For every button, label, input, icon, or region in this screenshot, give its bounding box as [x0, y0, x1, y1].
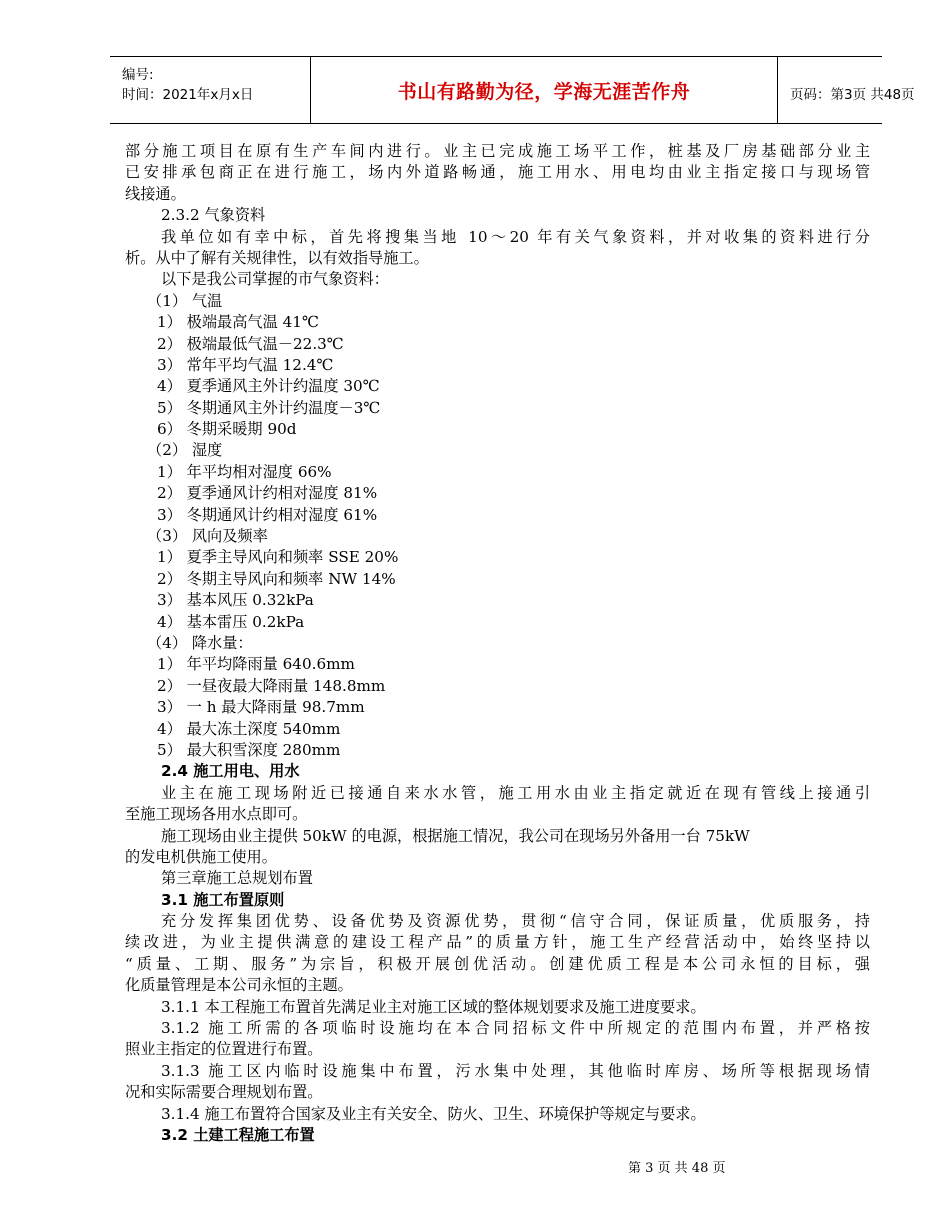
- header-meta-cell: [110, 57, 311, 123]
- list-item: 2） 冬期主导风向和频率 NW 14%: [157, 569, 396, 588]
- list-item: 5） 最大积雪深度 280mm: [157, 740, 341, 759]
- document-body: [125, 141, 870, 1146]
- section-heading-text: 2.4 施工用电、用水: [161, 762, 300, 781]
- list-heading: （2） 湿度: [147, 441, 223, 460]
- body-line: 线接通。: [125, 184, 186, 203]
- body-line: 况和实际需要合理规划布置。: [125, 1083, 323, 1102]
- body-line: 以下是我公司掌握的市气象资料：: [161, 270, 389, 289]
- body-line: 我单位如有幸中标，首先将搜集当地 10～20 年有关气象资料，并对收集的资料进行分: [161, 227, 870, 246]
- section-heading: [125, 890, 870, 911]
- document-time-label: 时间：2021年x月x日: [122, 87, 254, 103]
- body-line: 3.1.4 施工布置符合国家及业主有关安全、防火、卫生、环境保护等规定与要求。: [161, 1104, 706, 1123]
- body-line: 业主在施工现场附近已接通自来水水管，施工用水由业主指定就近在现有管线上接通引: [161, 783, 870, 802]
- list-item: 4） 最大冻土深度 540mm: [157, 719, 341, 738]
- header-page-number: 页码：第3页 共48页: [790, 87, 915, 103]
- body-line: 至施工现场各用水点即可。: [125, 805, 308, 824]
- list-item: 2） 极端最低气温－22.3℃: [157, 334, 344, 353]
- list-item: 4） 基本雷压 0.2kPa: [157, 612, 305, 631]
- header-slogan-cell: [311, 57, 778, 123]
- page-header: [110, 56, 915, 124]
- body-line: 施工现场由业主提供 50kW 的电源，根据施工情况，我公司在现场另外备用一台 75kW: [161, 826, 750, 845]
- list-item: 6） 冬期采暖期 90d: [157, 420, 297, 439]
- list-item: 5） 冬期通风主外计约温度－3℃: [157, 398, 381, 417]
- list-item: 1） 极端最高气温 41℃: [157, 313, 319, 332]
- list-item: 1） 夏季主导风向和频率 SSE 20%: [157, 548, 399, 567]
- list-item: 1） 年平均相对湿度 66%: [157, 462, 332, 481]
- list-item: 3） 一 h 最大降雨量 98.7mm: [157, 698, 365, 717]
- chapter-heading: 第三章施工总规划布置: [161, 869, 313, 888]
- list-item: 2） 夏季通风计约相对湿度 81%: [157, 484, 378, 503]
- body-line: 的发电机供施工使用。: [125, 847, 277, 866]
- list-item: 3） 基本风压 0.32kPa: [157, 591, 314, 610]
- header-page-cell: [778, 57, 915, 123]
- section-heading: [125, 761, 870, 782]
- body-line: 3.1.2 施工所需的各项临时设施均在本合同招标文件中所规定的范围内布置，并严格按: [161, 1019, 870, 1038]
- page-footer: 第 3 页 共 48 页: [628, 1161, 726, 1176]
- header-slogan: 书山有路勤为径，学海无涯苦作舟: [397, 81, 691, 103]
- body-line: “质量、工期、服务”为宗旨，积极开展创优活动。创建优质工程是本公司永恒的目标，强: [125, 954, 870, 973]
- list-item: 3） 常年平均气温 12.4℃: [157, 355, 334, 374]
- body-line: 已安排承包商正在进行施工，场内外道路畅通，施工用水、用电均由业主指定接口与现场管: [125, 163, 870, 182]
- list-item: 1） 年平均降雨量 640.6mm: [157, 655, 355, 674]
- list-item: 2） 一昼夜最大降雨量 148.8mm: [157, 676, 386, 695]
- list-heading: （3） 风向及频率: [147, 527, 268, 546]
- body-line: 照业主指定的位置进行布置。: [125, 1040, 323, 1059]
- body-line: 化质量管理是本公司永恒的主题。: [125, 976, 353, 995]
- list-heading: （1） 气温: [147, 291, 223, 310]
- body-line: 3.1.3 施工区内临时设施集中布置，污水集中处理，其他临时库房、场所等根据现场情: [161, 1061, 870, 1080]
- section-heading: 2.3.2 气象资料: [161, 206, 266, 225]
- body-line: 续改进，为业主提供满意的建设工程产品”的质量方针，施工生产经营活动中，始终坚持以: [125, 933, 870, 952]
- body-line: 充分发挥集团优势、设备优势及资源优势，贯彻“信守合同，保证质量，优质服务，持: [161, 912, 870, 931]
- list-item: 4） 夏季通风主外计约温度 30℃: [157, 377, 380, 396]
- body-line: 3.1.1 本工程施工布置首先满足业主对施工区域的整体规划要求及施工进度要求。: [161, 997, 706, 1016]
- list-item: 3） 冬期通风计约相对湿度 61%: [157, 505, 378, 524]
- document-number-label: 编号:: [122, 67, 154, 83]
- section-heading-text: 3.1 施工布置原则: [161, 890, 285, 909]
- section-heading-text: 3.2 土建工程施工布置: [161, 1125, 315, 1144]
- list-heading: （4） 降水量：: [147, 633, 253, 652]
- section-heading: [125, 1125, 870, 1146]
- body-line: 部分施工项目在原有生产车间内进行。业主已完成施工场平工作，桩基及厂房基础部分业主: [125, 142, 870, 160]
- body-line: 析。从中了解有关规律性，以有效指导施工。: [125, 248, 429, 267]
